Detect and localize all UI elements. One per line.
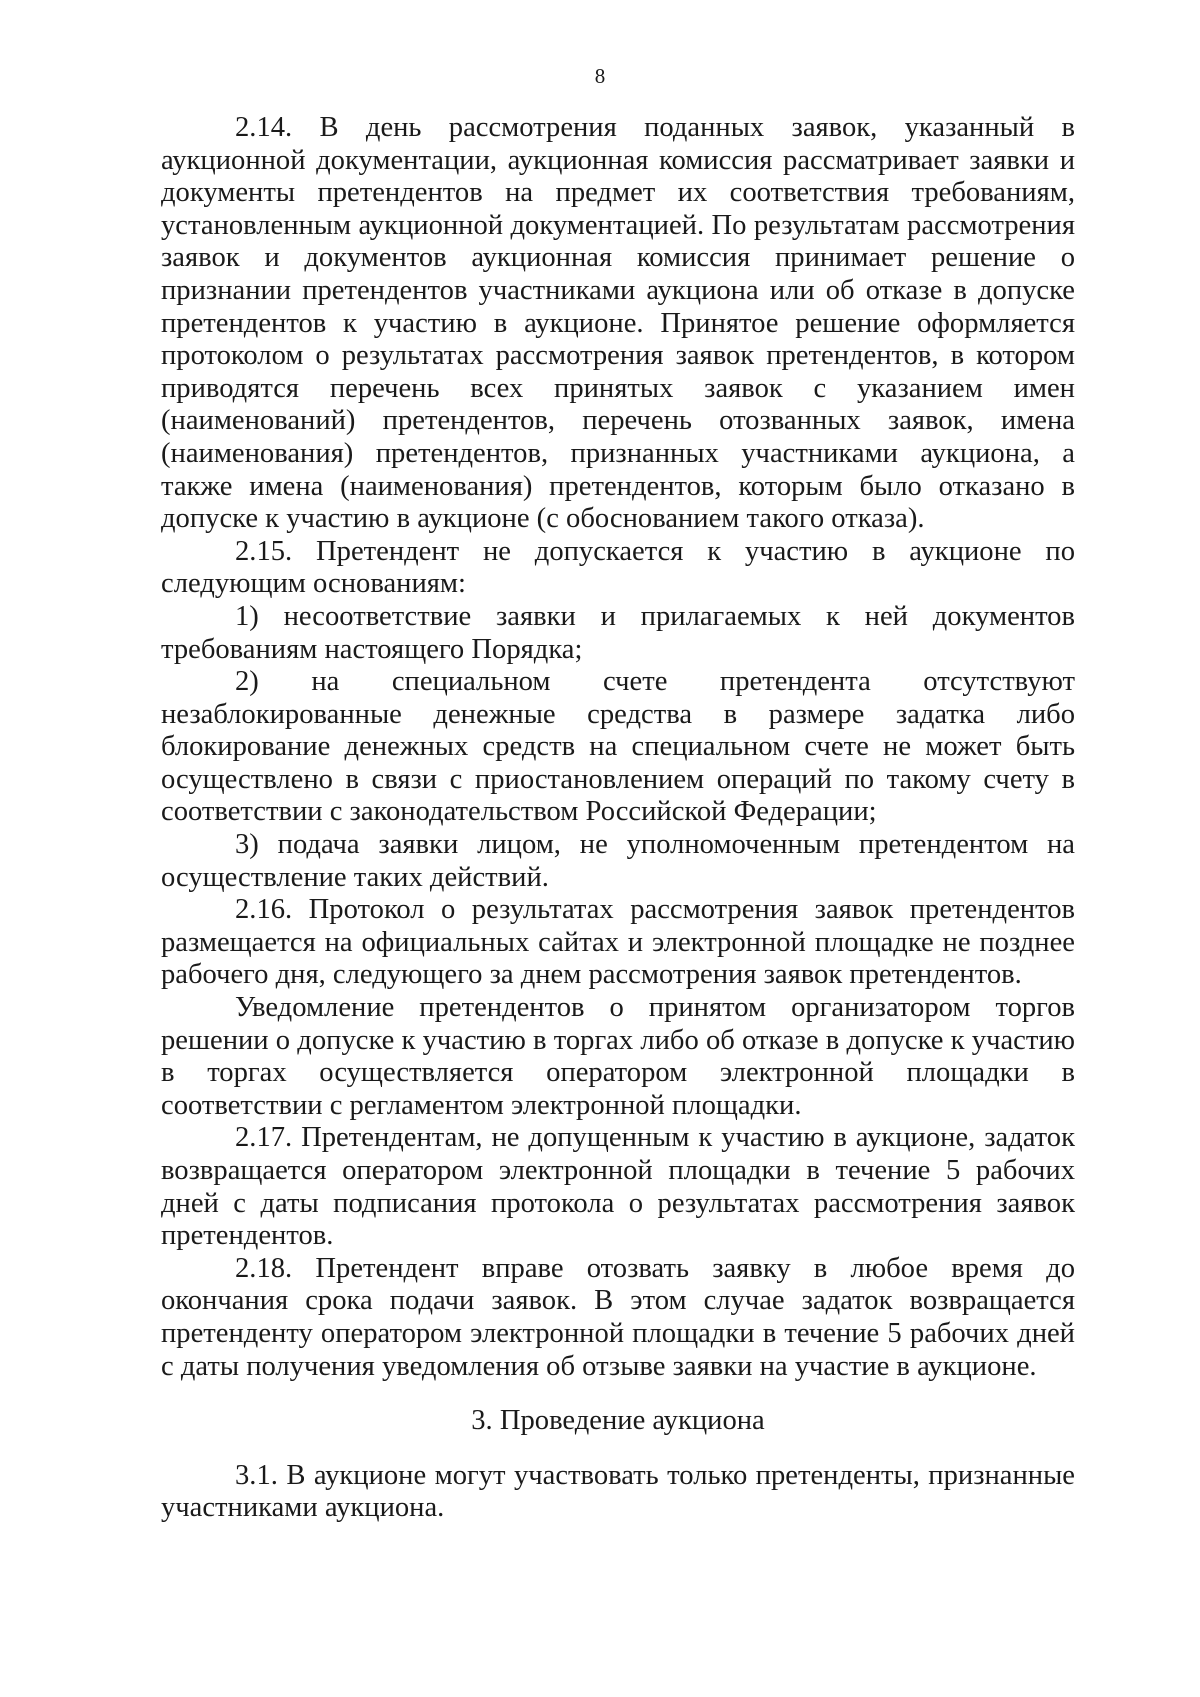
section-3-heading: 3. Проведение аукциона <box>471 1405 765 1437</box>
paragraph-2-18: 2.18. Претендент вправе отозвать заявку в любое время до окончания срока подачи заявок. В этом случае задаток возвращается претенденту оператором электронной площадки в течение 5 рабочих дней с даты получения уведомления об отзыве заявки на участие в аукционе. <box>161 1252 1075 1382</box>
paragraph-2-15: 2.15. Претендент не допускается к участию в аукционе по следующим основаниям: <box>161 535 1075 600</box>
paragraph-2-16-notification: Уведомление претендентов о принятом организатором торгов решении о допуске к участию в торгах либо об отказе в допуске к участию в торгах осуществляется оператором электронной площадки в соответствии с регламентом электронной площадки. <box>161 992 1075 1121</box>
paragraph-2-17: 2.17. Претендентам, не допущенным к участию в аукционе, задаток возвращается оператором электронной площадки в течение 5 рабочих дней с даты подписания протокола о результатах рассмотрения заявок претендентов. <box>161 1122 1075 1252</box>
paragraph-2-15-item-2: 2) на специальном счете претендента отсутствуют незаблокированные денежные средства в размере задатка либо блокирование денежных средств на специальном счете не может быть осуществлено в связи с приостановлением операций по такому счету в соответствии с законодательством Российской Федерации; <box>161 666 1075 828</box>
paragraph-3-1: 3.1. В аукционе могут участвовать только претенденты, признанные участниками аукциона. <box>161 1459 1075 1524</box>
paragraph-2-15-item-1: 1) несоответствие заявки и прилагаемых к ней документов требованиям настоящего Порядка; <box>161 600 1075 665</box>
paragraph-2-14: 2.14. В день рассмотрения поданных заявок, указанный в аукционной документации, аукционная комиссия рассматривает заявки и документы претендентов на предмет их соответствия требованиям, установленным аукционной документацией. По результатам рассмотрения заявок и документов аукционная комиссия принимает решение о признании претендентов участниками аукциона или об отказе в допуске претендентов к участию в аукционе. Принятое решение оформляется протоколом о результатах рассмотрения заявок претендентов, в котором приводятся перечень всех принятых заявок с указанием имен (наименований) претендентов, перечень отозванных заявок, имена (наименования) претендентов, признанных участниками аукциона, а также имена (наименования) претендентов, которым было отказано в допуске к участию в аукционе (с обоснованием такого отказа). <box>161 112 1075 535</box>
page-number: 8 <box>594 64 606 88</box>
document-body <box>161 112 1075 1525</box>
paragraph-2-15-item-3: 3) подача заявки лицом, не уполномоченным претендентом на осуществление таких действий. <box>161 829 1075 893</box>
paragraph-2-16: 2.16. Протокол о результатах рассмотрения заявок претендентов размещается на официальных сайтах и электронной площадке не позднее рабочего дня, следующего за днем рассмотрения заявок претендентов. <box>161 894 1075 991</box>
